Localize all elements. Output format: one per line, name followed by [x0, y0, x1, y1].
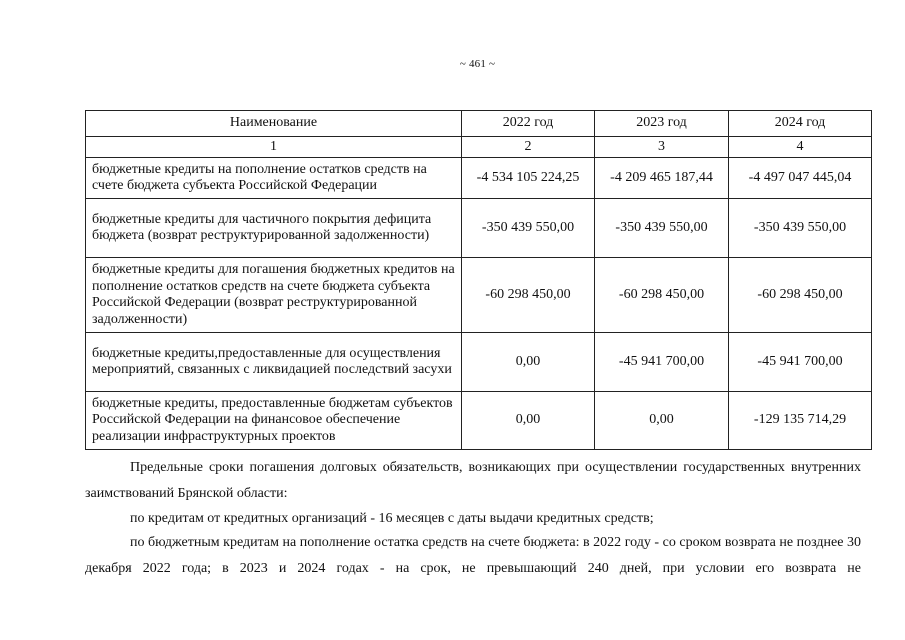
budget-table — [85, 110, 872, 450]
page-number: ~ 461 ~ — [459, 58, 496, 70]
paragraph-budget-credits: по бюджетным кредитам на пополнение остатка средств на счете бюджета: в 2022 году - со сроком возврата не позднее 30 декабря 2022 года; в 2023 и 2024 годах - на срок, не превышающий 240 дней, при условии его возврата не — [85, 535, 861, 576]
value-2024: -60 298 450,00 — [729, 258, 872, 333]
column-number: 1 — [86, 137, 462, 158]
row-name: бюджетные кредиты, предоставленные бюджетам субъектов Российской Федерации на финансовое обеспечение реализации инфраструктурных проектов — [86, 392, 462, 450]
value-2024: -129 135 714,29 — [729, 392, 872, 450]
value-2022: 0,00 — [462, 333, 595, 392]
table-header-row — [86, 111, 872, 137]
value-2024: -45 941 700,00 — [729, 333, 872, 392]
paragraph-bank-credits: по кредитам от кредитных организаций - 16 месяцев с даты выдачи кредитных средств; — [130, 511, 654, 526]
header-2022: 2022 год — [462, 111, 595, 137]
column-number: 4 — [729, 137, 872, 158]
value-2022: 0,00 — [462, 392, 595, 450]
value-2023: 0,00 — [595, 392, 729, 450]
header-2023: 2023 год — [595, 111, 729, 137]
table-row — [86, 158, 872, 199]
header-name: Наименование — [86, 111, 462, 137]
paragraph-borrowing-terms: Предельные сроки погашения долговых обязательств, возникающих при осуществлении государственных внутренних заимствований Брянской области: — [85, 460, 861, 501]
value-2023: -60 298 450,00 — [595, 258, 729, 333]
header-2024: 2024 год — [729, 111, 872, 137]
value-2024: -4 497 047 445,04 — [729, 158, 872, 199]
table-row — [86, 392, 872, 450]
value-2024: -350 439 550,00 — [729, 199, 872, 258]
column-number-row — [86, 137, 872, 158]
value-2023: -45 941 700,00 — [595, 333, 729, 392]
row-name: бюджетные кредиты,предоставленные для осуществления мероприятий, связанных с ликвидацией последствий засухи — [86, 333, 462, 392]
value-2022: -60 298 450,00 — [462, 258, 595, 333]
row-name: бюджетные кредиты для погашения бюджетных кредитов на пополнение остатков средств на счете бюджета субъекта Российской Федерации (возврат реструктурированной задолженности) — [86, 258, 462, 333]
column-number: 2 — [462, 137, 595, 158]
value-2023: -4 209 465 187,44 — [595, 158, 729, 199]
table-row — [86, 333, 872, 392]
table-row — [86, 258, 872, 333]
table-row — [86, 199, 872, 258]
value-2023: -350 439 550,00 — [595, 199, 729, 258]
row-name: бюджетные кредиты для частичного покрытия дефицита бюджета (возврат реструктурированной задолженности) — [86, 199, 462, 258]
value-2022: -4 534 105 224,25 — [462, 158, 595, 199]
row-name: бюджетные кредиты на пополнение остатков средств на счете бюджета субъекта Российской Федерации — [86, 158, 462, 199]
value-2022: -350 439 550,00 — [462, 199, 595, 258]
column-number: 3 — [595, 137, 729, 158]
